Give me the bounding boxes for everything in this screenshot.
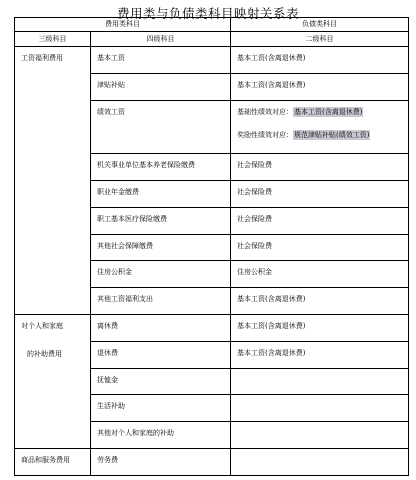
- level3-header: 三级科目: [15, 32, 91, 46]
- table-cell-level2: [231, 368, 409, 395]
- table-cell-level4: 离休费: [91, 315, 231, 342]
- level4-header: 四级科目: [91, 32, 231, 46]
- table-cell-level4: 机关事业单位基本养老保险缴费: [91, 154, 231, 181]
- liability-header: 负债类科目: [231, 18, 409, 32]
- table-cell-level4: 绩效工资: [91, 100, 231, 154]
- table-cell-level2: 基本工资(含离退休费): [231, 315, 409, 342]
- table-cell-level2: 基本工资(含离退休费): [231, 73, 409, 100]
- table-cell-level4: 退休费: [91, 341, 231, 368]
- group-label: 对个人和家庭 的补助费用: [15, 315, 91, 449]
- table-cell-level4: 其他对个人和家庭的补助: [91, 422, 231, 449]
- table-cell-level4: 其他工资福利支出: [91, 288, 231, 315]
- highlighted-text: 规范津贴补贴(绩效工资): [294, 130, 370, 139]
- table-cell-level2: 社会保险费: [231, 207, 409, 234]
- table-cell-level4: 劳务费: [91, 449, 231, 476]
- table-cell-level4: 基本工资: [91, 46, 231, 73]
- table-cell-level2: 社会保险费: [231, 180, 409, 207]
- table-cell-level2: 基本工资(含离退休费): [231, 288, 409, 315]
- table-cell-level2: [231, 449, 409, 476]
- mapping-table: [14, 17, 409, 476]
- table-cell-level4: 抚恤金: [91, 368, 231, 395]
- group-label: 工资福利费用: [15, 46, 91, 314]
- table-cell-level4: 职业年金缴费: [91, 180, 231, 207]
- table-cell-level4: 其他社会保障缴费: [91, 234, 231, 261]
- table-cell-level2: 基础性绩效对应：基本工资(含离退休费) 奖励性绩效对应：规范津贴补贴(绩效工资): [231, 100, 409, 154]
- group-label: 商品和服务费用: [15, 449, 91, 476]
- highlighted-text: 基本工资(含离退休费): [294, 107, 363, 116]
- table-cell-level4: 职工基本医疗保险缴费: [91, 207, 231, 234]
- level2-header: 二级科目: [231, 32, 409, 46]
- table-cell-level2: [231, 395, 409, 422]
- table-cell-level2: 社会保险费: [231, 154, 409, 181]
- table-cell-level2: [231, 422, 409, 449]
- table-cell-level2: 基本工资(含离退休费): [231, 46, 409, 73]
- table-cell-level4: 津贴补贴: [91, 73, 231, 100]
- table-cell-level2: 社会保险费: [231, 234, 409, 261]
- expense-header: 费用类科目: [15, 18, 231, 32]
- table-cell-level4: 住房公积金: [91, 261, 231, 288]
- table-cell-level2: 基本工资(含离退休费): [231, 341, 409, 368]
- table-cell-level2: 住房公积金: [231, 261, 409, 288]
- page-title: 费用类与负债类科目映射关系表: [116, 6, 299, 21]
- table-cell-level4: 生活补助: [91, 395, 231, 422]
